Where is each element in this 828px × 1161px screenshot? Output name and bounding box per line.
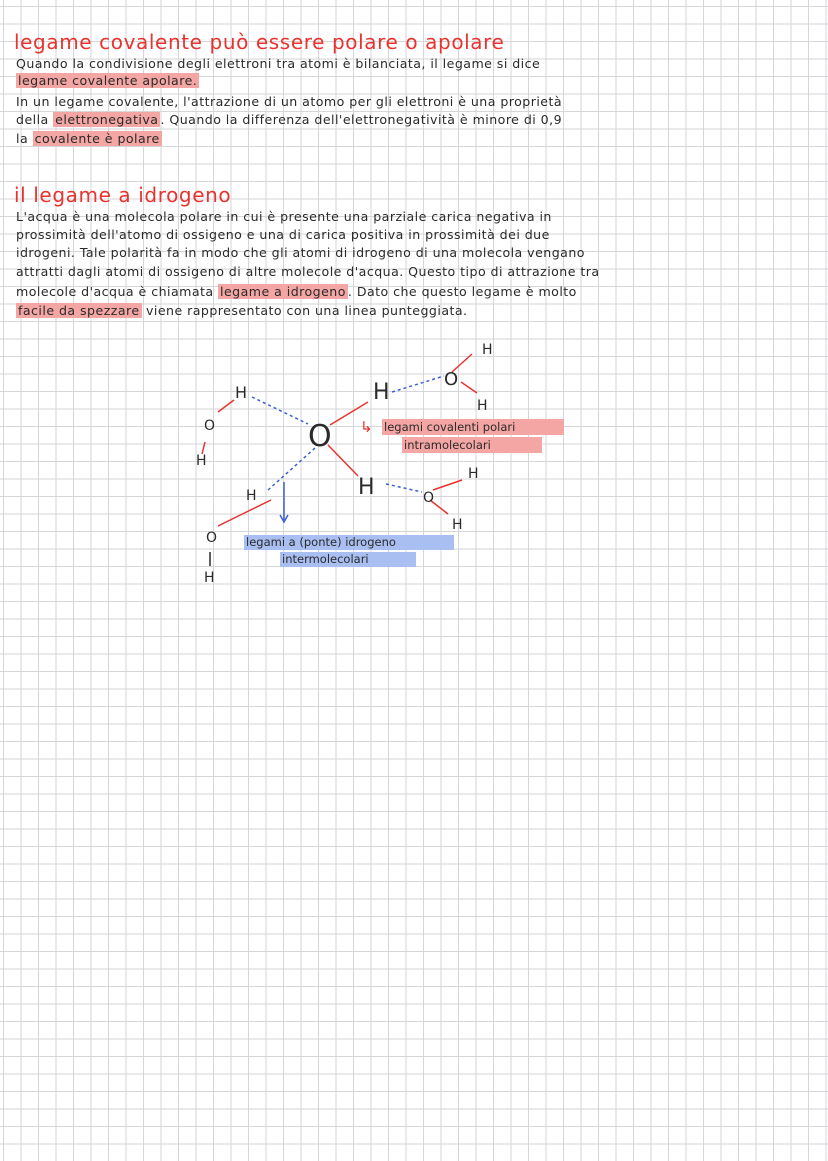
highlight-polar: covalente è polare <box>34 131 160 146</box>
intra-arrow-icon: ↳ <box>360 418 373 436</box>
section-title-hydrogen-bond: il legame a idrogeno <box>14 183 232 207</box>
covalent-bond <box>218 400 234 412</box>
text-line: In un legame covalente, l'attrazione di un atomo per gli elettroni è una proprietà <box>16 94 563 109</box>
hydrogen-bond <box>252 397 308 424</box>
text-line: prossimità dell'atomo di ossigeno e una di carica positiva in prossimità dei due <box>16 227 550 242</box>
label-inter-line2: intermolecolari <box>282 552 369 566</box>
label-intra-line2: intramolecolari <box>404 438 491 452</box>
text-line: molecole d'acqua è chiamata legame a idrogeno . Dato che questo legame è molto <box>16 284 577 299</box>
highlight-hydrogen-bond: legame a idrogeno <box>220 284 346 299</box>
atom-oxygen: O <box>423 490 435 506</box>
atom-oxygen: O <box>204 418 216 434</box>
atom-hydrogen: H <box>482 342 493 358</box>
atom-hydrogen: H <box>477 398 488 414</box>
highlight-electronegativity: elettronegativa <box>55 112 159 127</box>
covalent-bond <box>433 480 462 490</box>
hydrogen-bond <box>392 376 444 392</box>
text-line: della elettronegativa . Quando la differenza dell'elettronegatività è minore di 0,9 <box>16 112 563 127</box>
atom-oxygen: O <box>444 369 459 390</box>
water-hydrogen-bond-diagram <box>180 330 580 595</box>
atom-oxygen: O <box>206 530 218 546</box>
label-intra-line1: legami covalenti polari <box>384 420 516 434</box>
highlight-apolar: legame covalente apolare. <box>18 73 198 88</box>
covalent-bond <box>218 500 271 526</box>
highlight-easy-to-break: facile da spezzare <box>18 303 140 318</box>
atom-hydrogen: H <box>204 570 215 586</box>
atom-hydrogen: H <box>358 475 375 500</box>
label-inter-line1: legami a (ponte) idrogeno <box>246 535 396 549</box>
text-line <box>16 73 199 88</box>
text-line: L'acqua è una molecola polare in cui è presente una parziale carica negativa in <box>16 209 552 224</box>
section-title-covalent: legame covalente può essere polare o apolare <box>14 30 505 54</box>
hydrogen-bond <box>386 484 422 492</box>
atom-hydrogen: H <box>452 517 463 533</box>
atom-hydrogen: H <box>246 488 257 504</box>
atom-hydrogen: H <box>235 383 248 402</box>
text-line: idrogeni. Tale polarità fa in modo che gli atomi di idrogeno di una molecola vengano <box>16 245 585 260</box>
atom-hydrogen: H <box>468 466 479 482</box>
covalent-bond <box>328 445 358 476</box>
covalent-bond <box>461 382 477 393</box>
atom-hydrogen: H <box>373 380 390 405</box>
atom-oxygen-central: O <box>308 419 332 454</box>
hydrogen-bond <box>268 448 315 490</box>
text-line: attratti dagli atomi di ossigeno di altre molecole d'acqua. Questo tipo di attrazione tra <box>16 264 600 279</box>
text-line: Quando la condivisione degli elettroni tra atomi è bilanciata, il legame si dice <box>16 56 541 71</box>
text-line: la covalente è polare <box>16 131 160 146</box>
atom-hydrogen: H <box>196 453 207 469</box>
text-line: facile da spezzare viene rappresentato con una linea punteggiata. <box>18 303 468 318</box>
